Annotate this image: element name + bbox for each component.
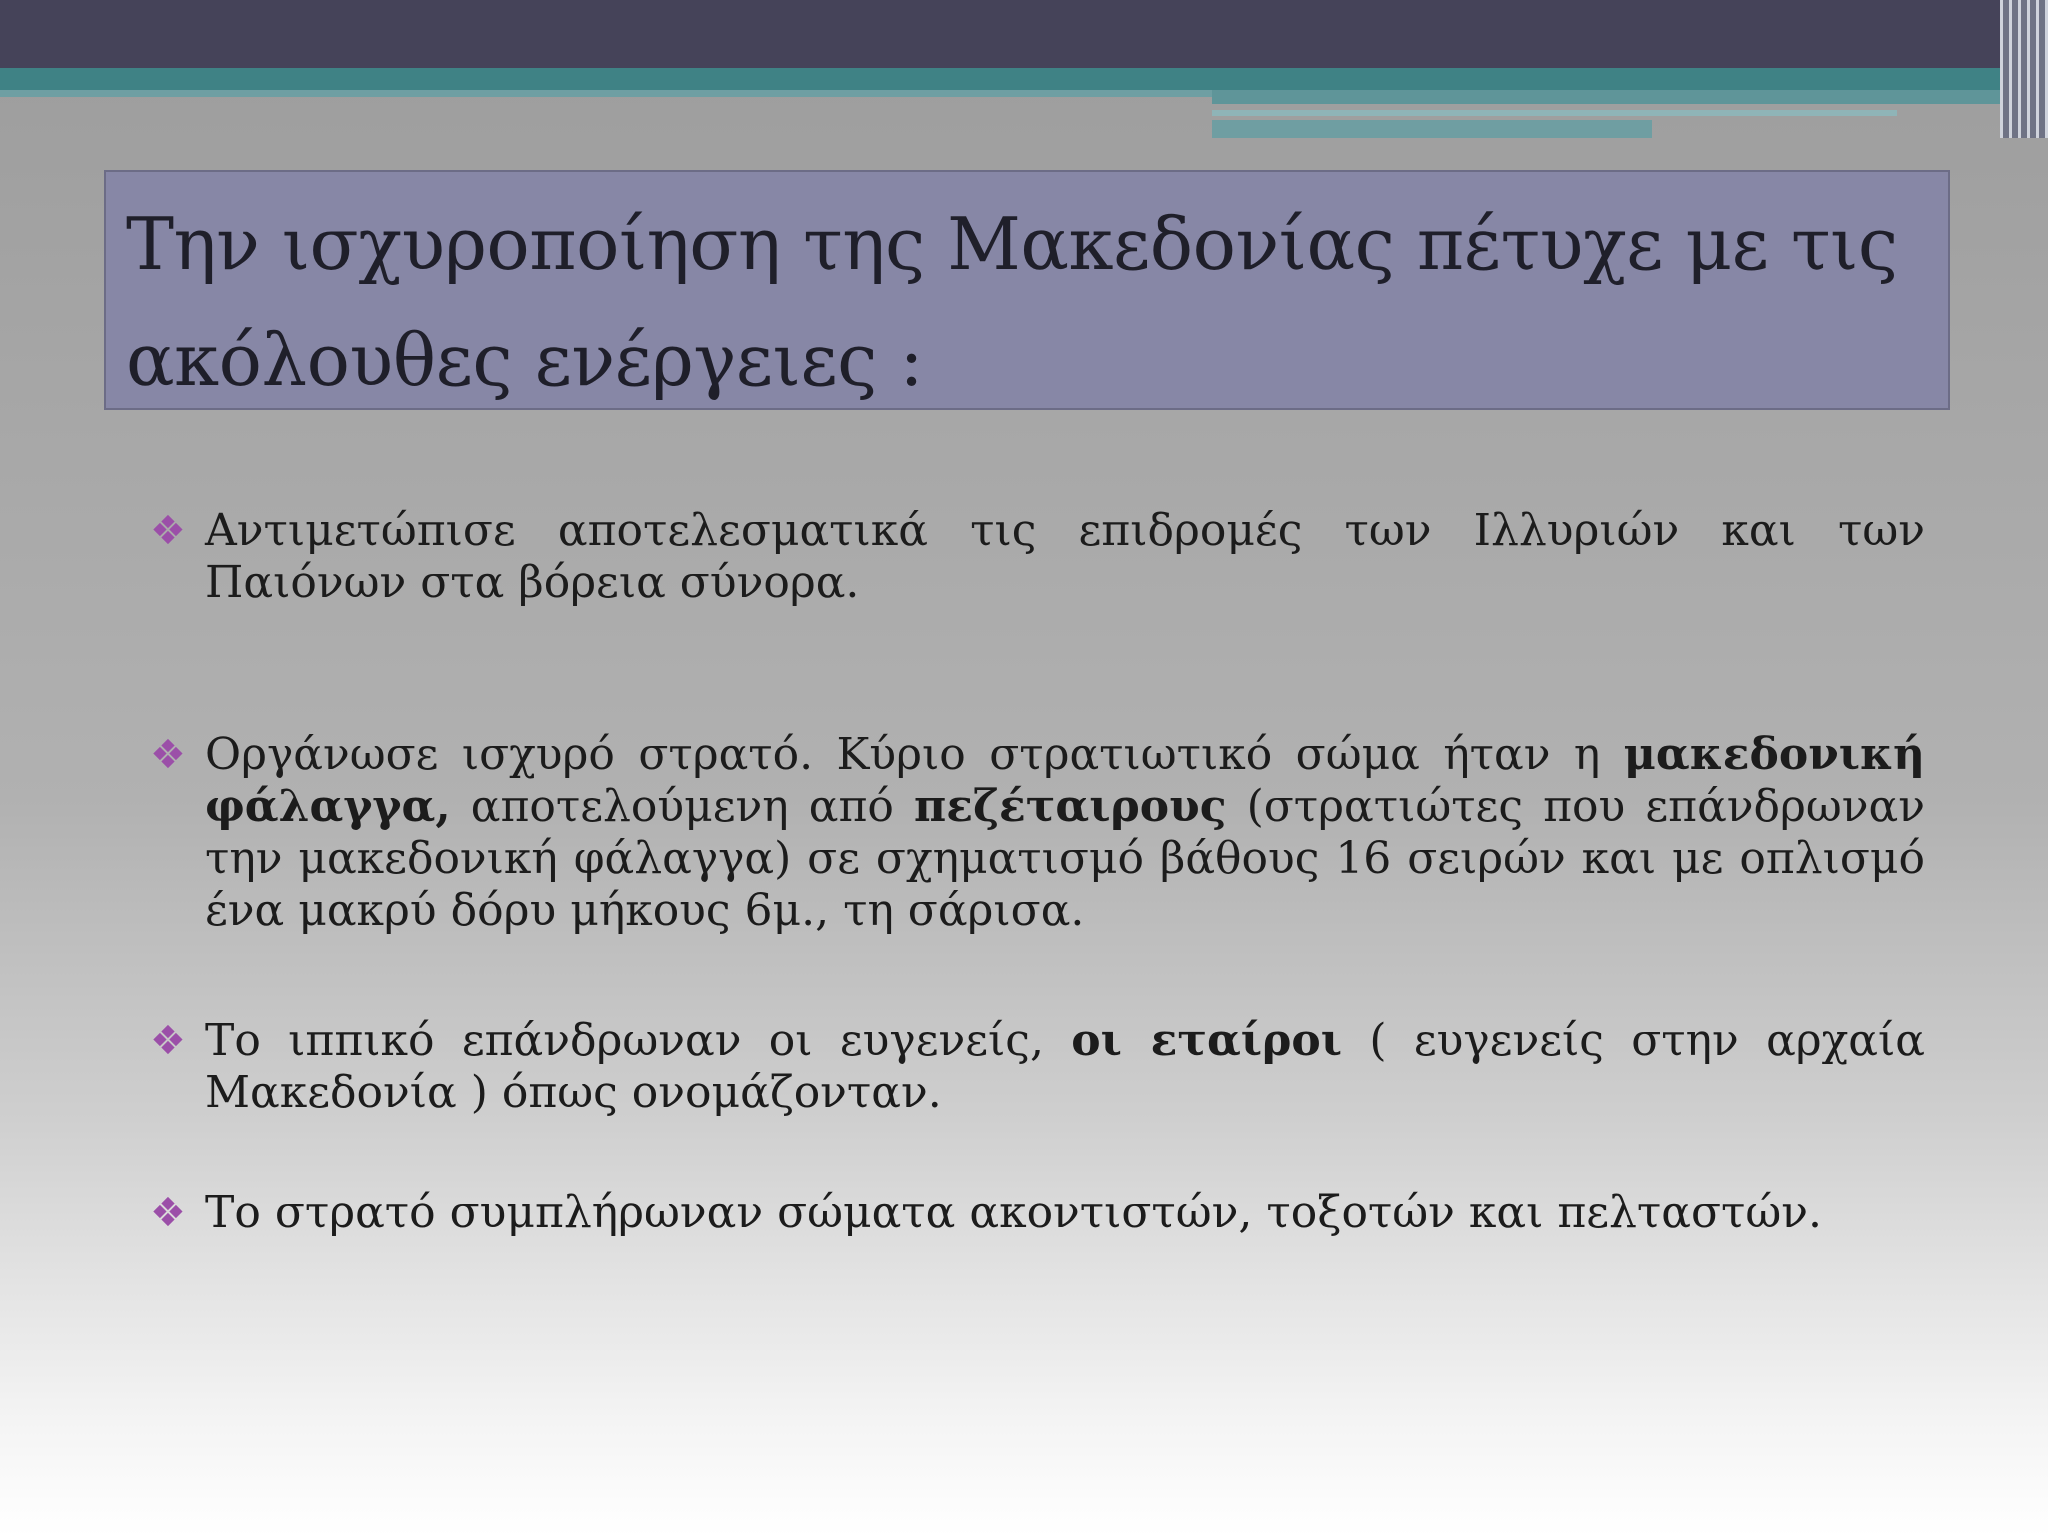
bullet-3-part-1: Το ιππικό επάνδρωναν οι ευγενείς, bbox=[205, 1015, 1072, 1066]
accent-block-lower bbox=[1212, 120, 1652, 138]
four-diamond-bullet-icon: ❖ bbox=[150, 1018, 186, 1064]
bullet-text-1: Αντιμετώπισε αποτελεσματικά τις επιδρομές των Ιλλυριών και των Παιόνων στα βόρεια σύνορα. bbox=[205, 505, 1925, 608]
corner-stripes bbox=[2000, 0, 2048, 138]
bullet-item-2 bbox=[150, 729, 1925, 937]
title-box bbox=[104, 170, 1950, 410]
bullet-item-3 bbox=[150, 1015, 1925, 1119]
accent-block-right bbox=[1212, 90, 2002, 104]
bullet-text-3 bbox=[205, 1015, 1925, 1119]
bullet-2-part-1: Οργάνωσε ισχυρό στρατό. Κύριο στρατιωτικό σώμα ήταν η bbox=[205, 729, 1624, 780]
bullet-2-part-2: αποτελούμενη από bbox=[450, 781, 915, 832]
slide-title: Την ισχυροποίηση της Μακεδονίας πέτυχε με τις ακόλουθες ενέργειες : bbox=[126, 202, 1898, 402]
bullet-3-part-2: ( ευγενείς στην αρχαία Μακεδονία ) όπως ονομάζονταν. bbox=[205, 1015, 1925, 1118]
bullet-3-bold-1: οι εταίροι bbox=[1071, 1015, 1342, 1066]
bullet-text-2 bbox=[205, 729, 1925, 937]
bullet-item-1 bbox=[150, 505, 1925, 609]
bullet-2-bold-2: πεζέταιρους bbox=[914, 781, 1227, 832]
header-bar bbox=[0, 0, 2048, 68]
four-diamond-bullet-icon: ❖ bbox=[150, 732, 186, 778]
four-diamond-bullet-icon: ❖ bbox=[150, 508, 186, 554]
bullet-2-bold-1: μακεδονική φάλαγγα, bbox=[205, 729, 1925, 832]
bullet-2-part-3: (στρατιώτες που επάνδρωναν την μακεδονική φάλαγγα) σε σχηματισμό βάθους 16 σειρών και με οπλισμό ένα μακρύ δόρυ μήκους 6μ., τη σάρισα. bbox=[205, 781, 1925, 936]
accent-line-left bbox=[0, 90, 1212, 97]
accent-line-right bbox=[1212, 110, 1897, 116]
bullet-item-4 bbox=[150, 1187, 1925, 1239]
four-diamond-bullet-icon: ❖ bbox=[150, 1190, 186, 1236]
accent-band bbox=[0, 68, 2000, 90]
bullet-text-4: Το στρατό συμπλήρωναν σώματα ακοντιστών, τοξοτών και πελταστών. bbox=[205, 1187, 1822, 1238]
